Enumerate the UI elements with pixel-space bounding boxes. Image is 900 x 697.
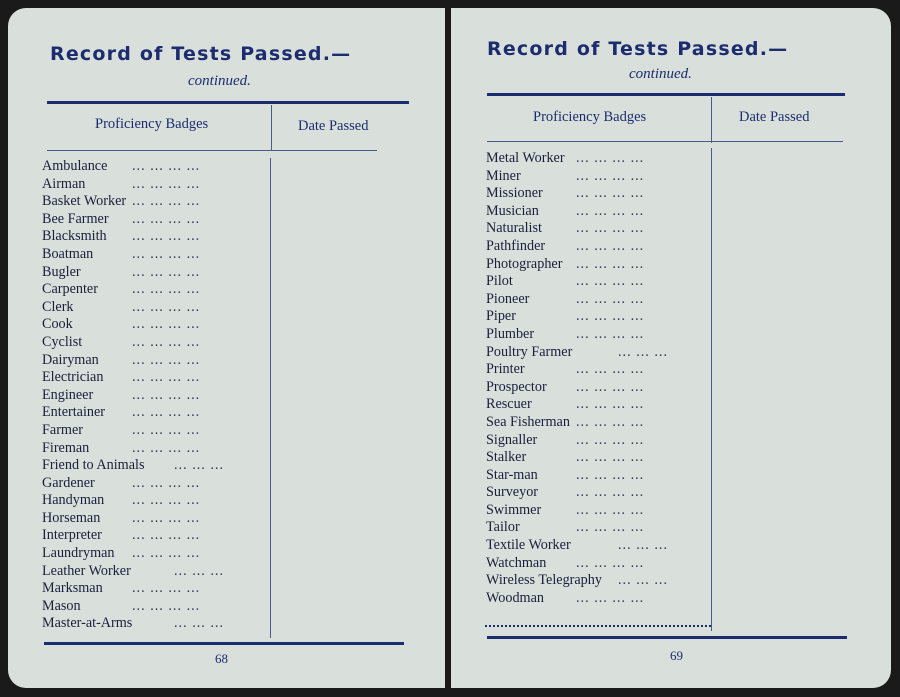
badge-name: Naturalist (486, 220, 542, 237)
badge-row (486, 273, 714, 291)
leader-dots: ... ... ... ... (576, 167, 645, 184)
leader-dots: ... ... ... ... (132, 421, 201, 438)
leader-dots: ... ... ... ... (576, 255, 645, 272)
leader-dots: ... ... ... ... (576, 378, 645, 395)
leader-dots: ... ... ... ... (132, 193, 201, 210)
badge-name: Plumber (486, 325, 535, 342)
badge-name: Airman (42, 175, 86, 192)
badge-name: Pathfinder (486, 237, 546, 254)
badge-name: Rescuer (486, 396, 532, 413)
leader-dots: ... ... ... ... (576, 361, 645, 378)
badge-row (42, 246, 272, 264)
badge-row (486, 449, 714, 467)
badge-name: Horseman (42, 509, 101, 526)
leader-dots: ... ... ... ... (132, 245, 201, 262)
column-header-badges: Proficiency Badges (95, 116, 209, 132)
page-number: 69 (670, 648, 683, 663)
badge-name: Laundryman (42, 545, 115, 562)
page-title: Record of Tests Passed.— (487, 38, 789, 60)
leader-dots: ... ... ... ... (576, 237, 645, 254)
badge-row (42, 211, 272, 229)
badge-row (486, 238, 714, 256)
leader-dots: ... ... ... ... (576, 273, 645, 290)
badge-row (486, 414, 714, 432)
badge-row (486, 555, 714, 573)
badge-name: Surveyor (486, 484, 539, 501)
badge-list (486, 150, 714, 607)
badge-name: Swimmer (486, 501, 542, 518)
badge-name: Interpreter (42, 527, 102, 544)
badge-name: Tailor (486, 519, 520, 536)
header-divider (711, 97, 712, 143)
top-rule (487, 93, 845, 96)
badge-row (42, 580, 272, 598)
badge-row (486, 432, 714, 450)
badge-name: Woodman (486, 589, 544, 606)
leader-dots: ... ... ... ... (132, 263, 201, 280)
leader-dots: ... ... ... ... (576, 484, 645, 501)
leader-dots: ... ... ... ... (576, 185, 645, 202)
leader-dots: ... ... ... ... (132, 509, 201, 526)
badge-name: Cook (42, 316, 73, 333)
badge-row (486, 185, 714, 203)
badge-row (486, 537, 714, 555)
left-page (8, 8, 445, 688)
leader-dots: ... ... ... ... (132, 298, 201, 315)
badge-name: Marksman (42, 580, 103, 597)
leader-dots: ... ... ... ... (132, 158, 201, 174)
badge-row (42, 193, 272, 211)
badge-name: Miner (486, 167, 521, 184)
leader-dots: ... ... ... ... (132, 210, 201, 227)
page-subtitle: continued. (188, 73, 251, 89)
badge-row (42, 228, 272, 246)
badge-name: Watchman (486, 554, 547, 571)
leader-dots: ... ... ... ... (576, 589, 645, 606)
badge-name: Photographer (486, 255, 563, 272)
badge-name: Missioner (486, 185, 543, 202)
leader-dots: ... ... ... ... (132, 492, 201, 509)
leader-dots: ... ... ... (174, 562, 225, 579)
badge-row (486, 572, 714, 590)
badge-row (42, 422, 272, 440)
badge-name: Friend to Animals (42, 457, 145, 474)
badge-name: Bee Farmer (42, 210, 109, 227)
column-header-date: Date Passed (739, 109, 810, 125)
leader-dots: ... ... ... ... (132, 333, 201, 350)
leader-dots: ... ... ... ... (576, 413, 645, 430)
top-rule (47, 101, 409, 104)
leader-dots: ... ... ... ... (132, 351, 201, 368)
badge-row (42, 457, 272, 475)
badge-name: Signaller (486, 431, 538, 448)
badge-row (42, 299, 272, 317)
leader-dots: ... ... ... ... (132, 404, 201, 421)
badge-row (486, 344, 714, 362)
badge-name: Bugler (42, 263, 81, 280)
badge-row (42, 527, 272, 545)
badge-name: Basket Worker (42, 193, 127, 210)
leader-dots: ... ... ... ... (576, 431, 645, 448)
badge-row (42, 316, 272, 334)
badge-name: Leather Worker (42, 562, 131, 579)
leader-dots: ... ... ... ... (576, 501, 645, 518)
leader-dots: ... ... ... ... (576, 449, 645, 466)
badge-name: Textile Worker (486, 537, 571, 554)
leader-dots: ... ... ... ... (132, 175, 201, 192)
badge-row (486, 291, 714, 309)
badge-row (42, 492, 272, 510)
leader-dots: ... ... ... ... (132, 545, 201, 562)
badge-row (486, 256, 714, 274)
badge-row (486, 203, 714, 221)
badge-row (42, 387, 272, 405)
column-header-date: Date Passed (298, 118, 369, 134)
badge-name: Farmer (42, 421, 83, 438)
badge-name: Musician (486, 202, 539, 219)
badge-row (486, 220, 714, 238)
badge-name: Pioneer (486, 290, 530, 307)
badge-name: Sea Fisherman (486, 413, 570, 430)
badge-name: Blacksmith (42, 228, 107, 245)
badge-name: Engineer (42, 386, 94, 403)
badge-name: Stalker (486, 449, 527, 466)
badge-row (42, 281, 272, 299)
header-rule (47, 150, 377, 151)
badge-name: Printer (486, 361, 525, 378)
page-number: 68 (215, 651, 228, 666)
badge-row (486, 502, 714, 520)
badge-row (486, 519, 714, 537)
dotted-rule (485, 625, 711, 627)
badge-name: Entertainer (42, 404, 106, 421)
badge-name: Carpenter (42, 281, 98, 298)
leader-dots: ... ... ... ... (576, 554, 645, 571)
badge-row (486, 484, 714, 502)
badge-row (486, 379, 714, 397)
leader-dots: ... ... ... (618, 572, 669, 589)
badge-name: Dairyman (42, 351, 99, 368)
badge-name: Fireman (42, 439, 90, 456)
badge-row (42, 369, 272, 387)
leader-dots: ... ... ... ... (132, 316, 201, 333)
leader-dots: ... ... ... ... (132, 527, 201, 544)
leader-dots: ... ... ... ... (576, 396, 645, 413)
badge-name: Metal Worker (486, 150, 565, 166)
badge-name: Gardener (42, 474, 95, 491)
bottom-rule (44, 642, 404, 645)
badge-row (42, 404, 272, 422)
badge-row (42, 440, 272, 458)
badge-name: Pilot (486, 273, 513, 290)
badge-name: Piper (486, 308, 516, 325)
badge-name: Boatman (42, 245, 94, 262)
header-divider (271, 105, 272, 151)
leader-dots: ... ... ... ... (132, 474, 201, 491)
badge-list (42, 158, 272, 633)
badge-row (486, 590, 714, 608)
page-title: Record of Tests Passed.— (50, 43, 352, 65)
leader-dots: ... ... ... (618, 343, 669, 360)
badge-row (42, 264, 272, 282)
badge-row (42, 598, 272, 616)
leader-dots: ... ... ... (618, 537, 669, 554)
badge-row (42, 158, 272, 176)
badge-name: Master-at-Arms (42, 615, 133, 632)
badge-name: Prospector (486, 378, 547, 395)
badge-name: Electrician (42, 369, 104, 386)
badge-name: Ambulance (42, 158, 108, 174)
badge-row (42, 510, 272, 528)
page-subtitle: continued. (629, 66, 692, 82)
leader-dots: ... ... ... ... (132, 580, 201, 597)
badge-name: Star-man (486, 466, 538, 483)
leader-dots: ... ... ... ... (132, 281, 201, 298)
badge-row (42, 334, 272, 352)
badge-row (486, 361, 714, 379)
badge-row (42, 563, 272, 581)
badge-row (486, 150, 714, 168)
leader-dots: ... ... ... ... (132, 439, 201, 456)
leader-dots: ... ... ... (174, 457, 225, 474)
badge-name: Wireless Telegraphy (486, 572, 602, 589)
leader-dots: ... ... ... ... (576, 325, 645, 342)
badge-row (42, 615, 272, 633)
badge-name: Cyclist (42, 333, 83, 350)
bottom-rule (487, 636, 847, 639)
badge-row (42, 176, 272, 194)
badge-name: Mason (42, 597, 81, 614)
badge-row (486, 326, 714, 344)
leader-dots: ... ... ... ... (576, 150, 645, 166)
badge-row (486, 168, 714, 186)
badge-name: Clerk (42, 298, 74, 315)
badge-name: Handyman (42, 492, 105, 509)
badge-name: Poultry Farmer (486, 343, 573, 360)
leader-dots: ... ... ... ... (576, 519, 645, 536)
badge-row (486, 308, 714, 326)
header-rule (487, 141, 843, 142)
leader-dots: ... ... ... ... (576, 290, 645, 307)
badge-row (486, 467, 714, 485)
leader-dots: ... ... ... ... (132, 228, 201, 245)
leader-dots: ... ... ... ... (132, 369, 201, 386)
badge-row (42, 545, 272, 563)
right-page (451, 8, 891, 688)
leader-dots: ... ... ... ... (576, 308, 645, 325)
leader-dots: ... ... ... ... (132, 597, 201, 614)
leader-dots: ... ... ... ... (132, 386, 201, 403)
leader-dots: ... ... ... ... (576, 466, 645, 483)
leader-dots: ... ... ... ... (576, 202, 645, 219)
badge-row (42, 352, 272, 370)
leader-dots: ... ... ... ... (576, 220, 645, 237)
badge-row (486, 396, 714, 414)
leader-dots: ... ... ... (174, 615, 225, 632)
column-header-badges: Proficiency Badges (533, 109, 647, 125)
badge-row (42, 475, 272, 493)
